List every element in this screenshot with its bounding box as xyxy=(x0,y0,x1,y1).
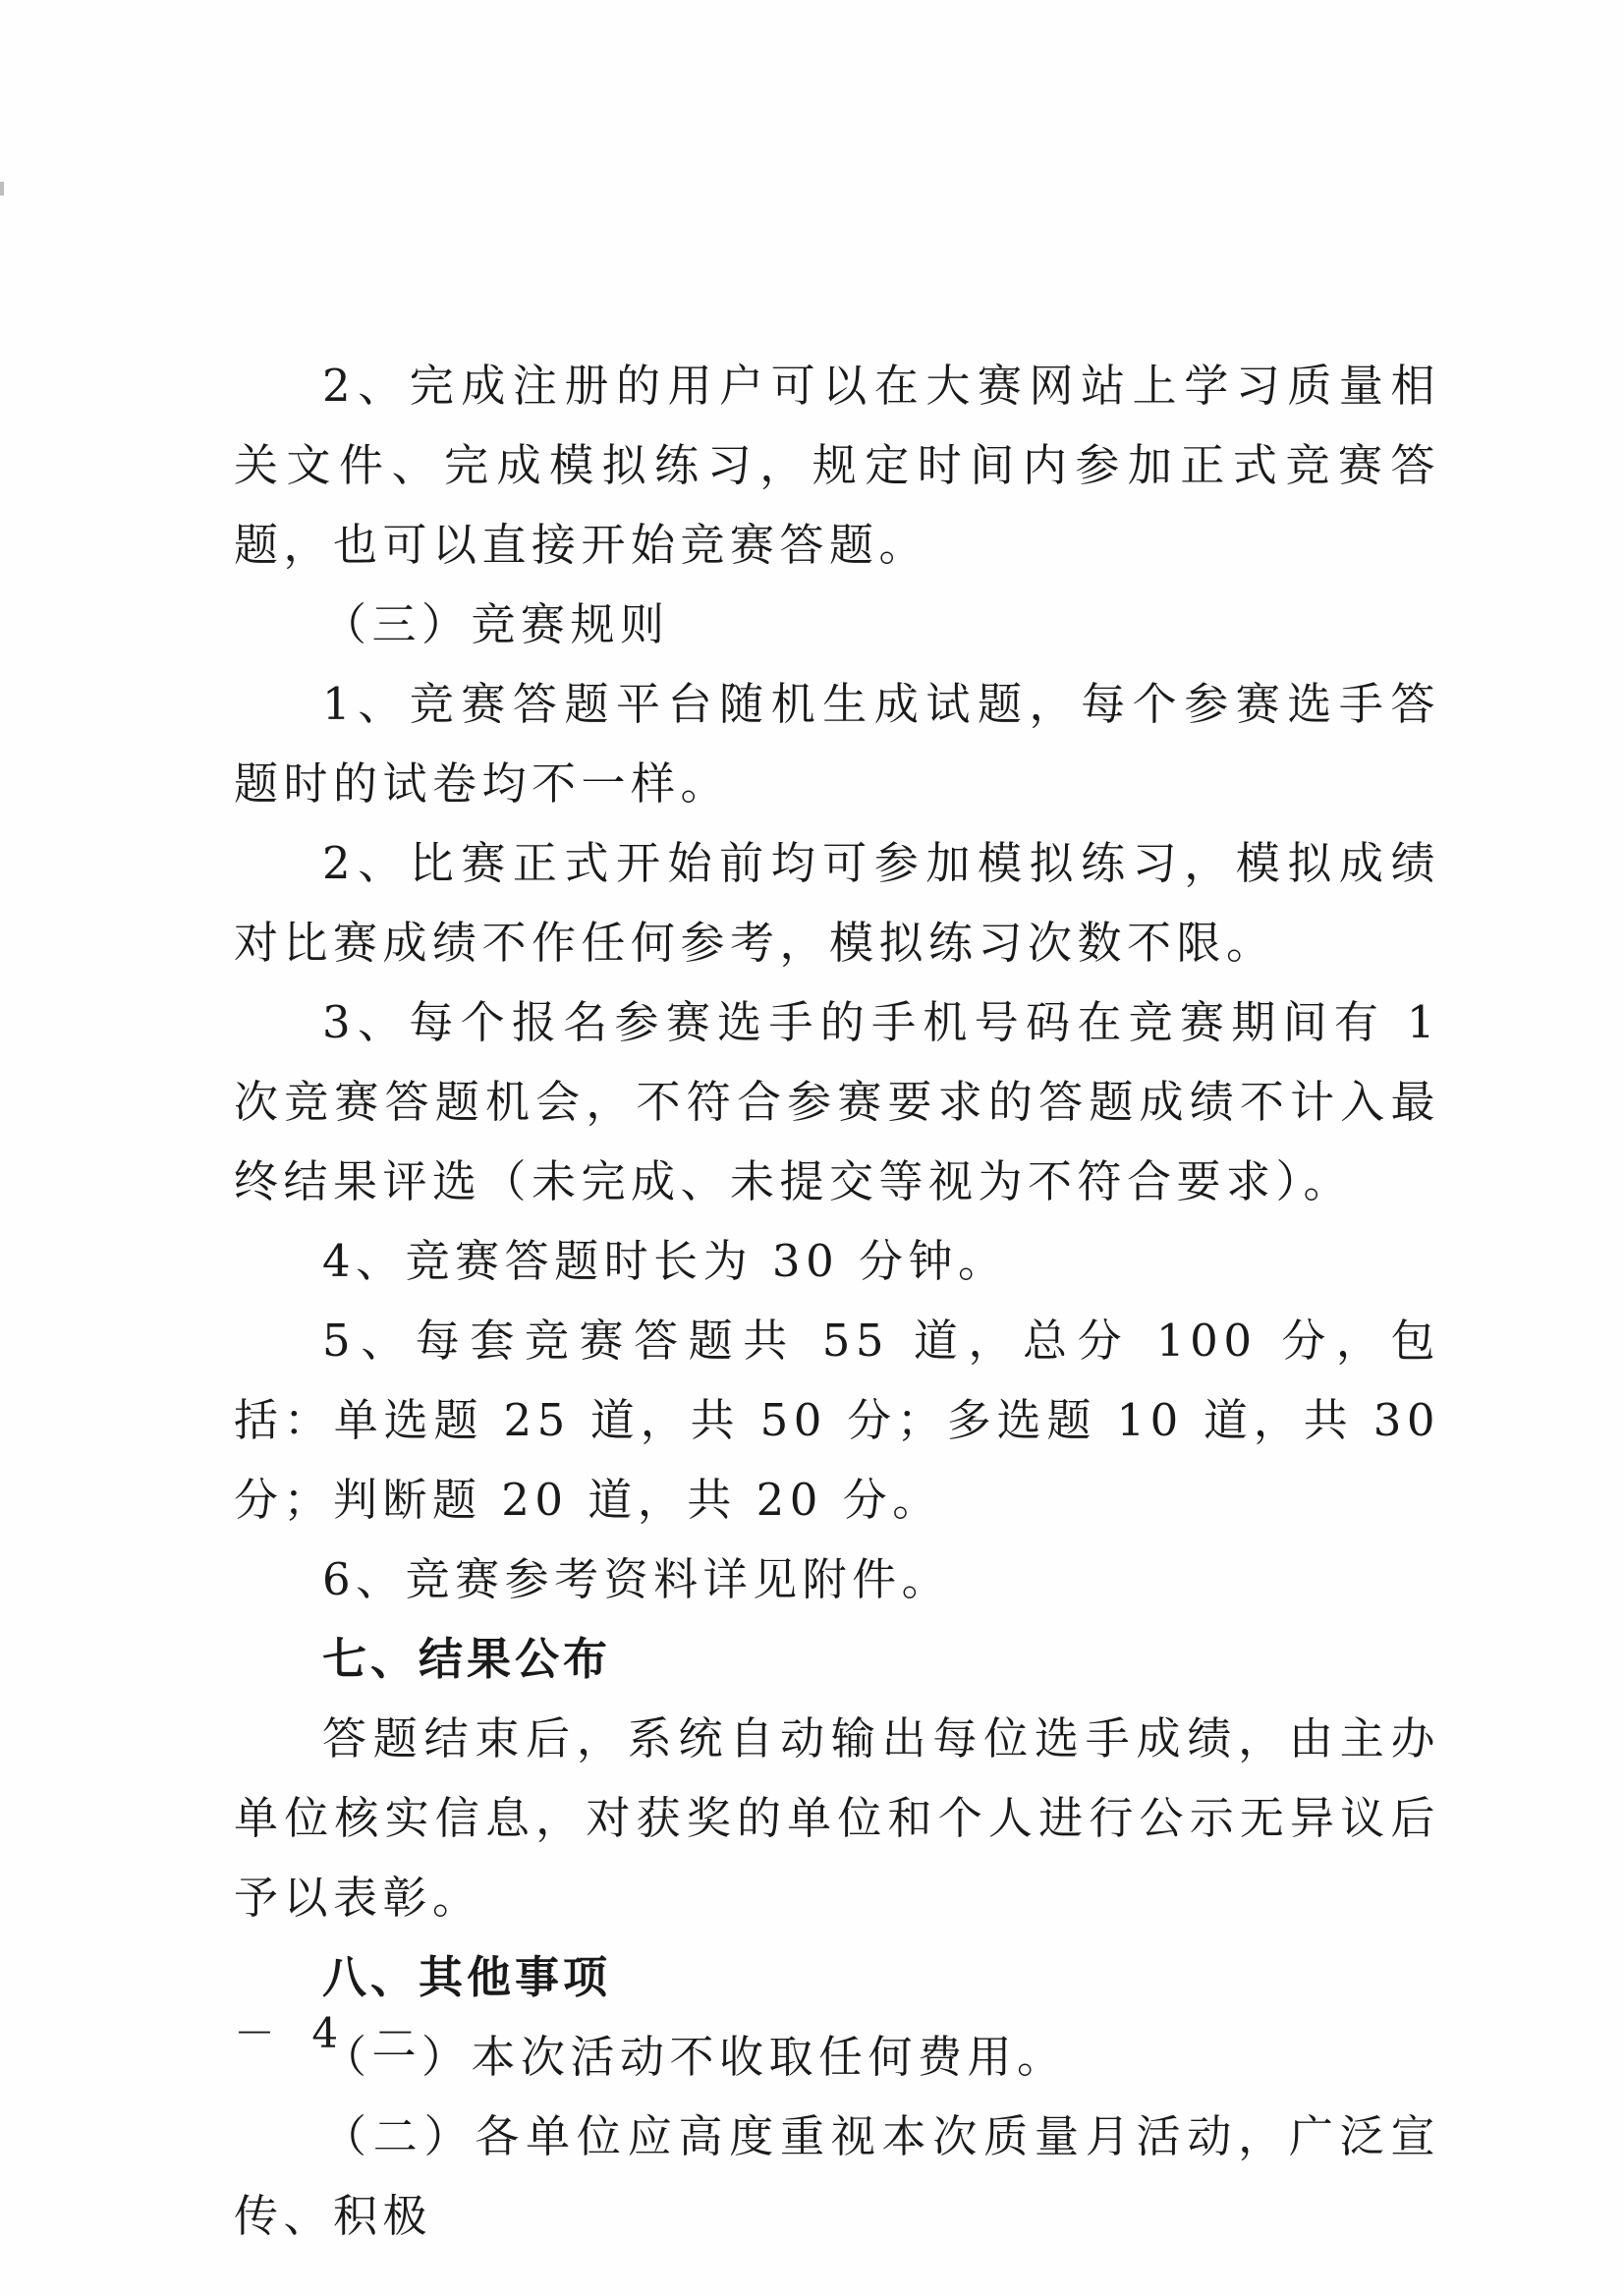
scan-edge-mark xyxy=(0,182,4,196)
paragraph-rule-4: 4、竞赛答题时长为 30 分钟。 xyxy=(322,1235,1008,1287)
paragraph-registration-item-2: 2、完成注册的用户可以在大赛网站上学习质量相关文件、完成模拟练习，规定时间内参加正式竞赛答题，也可以直接开始竞赛答题。 xyxy=(234,360,1440,571)
heading-results-announcement: 七、结果公布 xyxy=(322,1633,612,1685)
paragraph-rule-2: 2、比赛正式开始前均可参加模拟练习，模拟成绩对比赛成绩不作任何参考，模拟练习次数不限。 xyxy=(234,837,1440,969)
paragraph-rule-1: 1、竞赛答题平台随机生成试题，每个参赛选手答题时的试卷均不一样。 xyxy=(234,678,1440,810)
subheading-competition-rules: （三）竞赛规则 xyxy=(322,598,670,650)
paragraph-rule-3: 3、每个报名参赛选手的手机号码在竞赛期间有 1 次竞赛答题机会，不符合参赛要求的答题成绩不计入最终结果评选（未完成、未提交等视为不符合要求）。 xyxy=(234,996,1440,1207)
heading-other-matters: 八、其他事项 xyxy=(322,1951,612,2003)
paragraph-rule-6: 6、竞赛参考资料详见附件。 xyxy=(322,1553,952,1605)
page-number: － 4 － xyxy=(234,2009,428,2057)
paragraph-rule-5: 5、每套竞赛答题共 55 道，总分 100 分，包括：单选题 25 道，共 50 分；多选题 10 道，共 30 分；判断题 20 道，共 20 分。 xyxy=(234,1315,1440,1526)
document-body xyxy=(234,346,1440,2256)
paragraph-results-announcement: 答题结束后，系统自动输出每位选手成绩，由主办单位核实信息，对获奖的单位和个人进行公示无异议后予以表彰。 xyxy=(234,1712,1440,1924)
paragraph-other-matters-2: （二）各单位应高度重视本次质量月活动，广泛宣传、积极 xyxy=(234,2110,1440,2242)
paragraph-other-matters-1: （一）本次活动不收取任何费用。 xyxy=(322,2031,1067,2083)
